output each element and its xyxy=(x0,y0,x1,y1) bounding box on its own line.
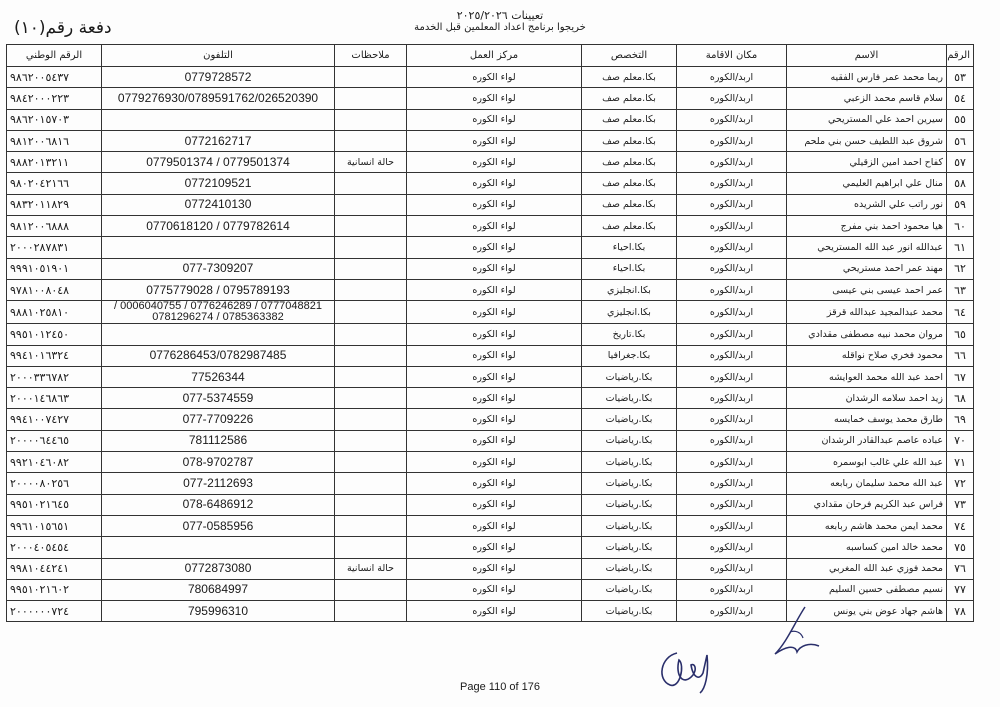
row-specialization: بكا.رياضيات xyxy=(582,473,677,494)
row-work-center: لواء الكوره xyxy=(407,173,582,194)
row-work-center: لواء الكوره xyxy=(407,345,582,366)
row-work-center: لواء الكوره xyxy=(407,324,582,345)
row-specialization: بكا.رياضيات xyxy=(582,388,677,409)
col-header-phone: التلفون xyxy=(102,45,335,67)
row-national-id: ٩٨٤٢٠٠٠٢٢٣ xyxy=(7,88,102,109)
table-row xyxy=(7,109,974,130)
row-residence: اربد/الكوره xyxy=(677,216,787,237)
row-name: محمود فخري صلاح نواقله xyxy=(787,345,947,366)
row-residence: اربد/الكوره xyxy=(677,579,787,600)
row-name: عبد الله محمد سليمان ربابعه xyxy=(787,473,947,494)
row-phone: 077-5374559 xyxy=(102,388,335,409)
row-number: ٦٥ xyxy=(947,324,974,345)
row-phone: 0772873080 xyxy=(102,558,335,579)
table-row xyxy=(7,88,974,109)
row-national-id: ٩٧٨١٠٠٨٠٤٨ xyxy=(7,279,102,300)
row-phone: 077-0585956 xyxy=(102,515,335,536)
row-number: ٦٦ xyxy=(947,345,974,366)
row-work-center: لواء الكوره xyxy=(407,452,582,473)
row-notes xyxy=(335,452,407,473)
table-row xyxy=(7,494,974,515)
row-work-center: لواء الكوره xyxy=(407,366,582,387)
row-name: ريما محمد عمر فارس الفقيه xyxy=(787,67,947,88)
row-phone xyxy=(102,537,335,558)
row-specialization: بكا.معلم صف xyxy=(582,173,677,194)
row-residence: اربد/الكوره xyxy=(677,67,787,88)
row-phone: 0779276930/0789591762/026520390 xyxy=(102,88,335,109)
row-notes: حالة انسانية xyxy=(335,558,407,579)
row-work-center: لواء الكوره xyxy=(407,152,582,173)
row-name: فراس عبد الكريم فرحان مقدادي xyxy=(787,494,947,515)
col-header-name: الاسم xyxy=(787,45,947,67)
document-subtitle: خريجوا برنامج اعداد المعلمين قبل الخدمة xyxy=(414,22,586,33)
row-number: ٥٨ xyxy=(947,173,974,194)
row-specialization: بكا.انجليزي xyxy=(582,279,677,300)
row-number: ٦٢ xyxy=(947,258,974,279)
row-work-center: لواء الكوره xyxy=(407,515,582,536)
row-name: نسيم مصطفى حسين السليم xyxy=(787,579,947,600)
row-national-id: ٩٩٥١٠٢١٦٠٢ xyxy=(7,579,102,600)
row-residence: اربد/الكوره xyxy=(677,430,787,451)
row-work-center: لواء الكوره xyxy=(407,473,582,494)
row-residence: اربد/الكوره xyxy=(677,109,787,130)
row-residence: اربد/الكوره xyxy=(677,366,787,387)
table-row xyxy=(7,601,974,622)
table-row xyxy=(7,67,974,88)
row-national-id: ٩٩٤١٠١٦٣٢٤ xyxy=(7,345,102,366)
row-notes xyxy=(335,515,407,536)
row-phone: 0779782614 / 0770618120 xyxy=(102,216,335,237)
row-name: سيرين احمد علي المستريحي xyxy=(787,109,947,130)
row-specialization: بكا.رياضيات xyxy=(582,430,677,451)
row-work-center: لواء الكوره xyxy=(407,88,582,109)
row-phone xyxy=(102,237,335,258)
row-national-id: ٢٠٠٠٢٨٧٨٣١ xyxy=(7,237,102,258)
row-notes xyxy=(335,109,407,130)
row-name: زيد احمد سلامه الرشدان xyxy=(787,388,947,409)
row-number: ٦١ xyxy=(947,237,974,258)
row-notes xyxy=(335,258,407,279)
row-national-id: ٩٩٥١٠١٢٤٥٠ xyxy=(7,324,102,345)
row-work-center: لواء الكوره xyxy=(407,537,582,558)
col-header-residence: مكان الاقامة xyxy=(677,45,787,67)
row-notes xyxy=(335,194,407,215)
row-phone xyxy=(102,109,335,130)
row-national-id: ٩٩٩١٠٥١٩٠١ xyxy=(7,258,102,279)
row-residence: اربد/الكوره xyxy=(677,494,787,515)
row-work-center: لواء الكوره xyxy=(407,601,582,622)
row-number: ٧٦ xyxy=(947,558,974,579)
row-residence: اربد/الكوره xyxy=(677,515,787,536)
row-phone: 0779728572 xyxy=(102,67,335,88)
row-residence: اربد/الكوره xyxy=(677,194,787,215)
row-number: ٧٥ xyxy=(947,537,974,558)
row-specialization: بكا.جغرافيا xyxy=(582,345,677,366)
row-number: ٦٨ xyxy=(947,388,974,409)
row-work-center: لواء الكوره xyxy=(407,237,582,258)
row-name: منال علي ابراهيم العليمي xyxy=(787,173,947,194)
row-phone: 077-7709226 xyxy=(102,409,335,430)
row-number: ٦٧ xyxy=(947,366,974,387)
row-work-center: لواء الكوره xyxy=(407,494,582,515)
row-number: ٧٧ xyxy=(947,579,974,600)
row-number: ٧٣ xyxy=(947,494,974,515)
row-notes xyxy=(335,130,407,151)
table-row xyxy=(7,579,974,600)
row-work-center: لواء الكوره xyxy=(407,430,582,451)
row-phone: 0772109521 xyxy=(102,173,335,194)
row-phone: 077-2112693 xyxy=(102,473,335,494)
row-notes xyxy=(335,88,407,109)
row-name: سلام قاسم محمد الزعبي xyxy=(787,88,947,109)
row-residence: اربد/الكوره xyxy=(677,473,787,494)
row-specialization: بكا.معلم صف xyxy=(582,67,677,88)
row-national-id: ٩٨١٢٠٠٦٨١٦ xyxy=(7,130,102,151)
row-name: احمد عبد الله محمد العوايشه xyxy=(787,366,947,387)
row-notes xyxy=(335,301,407,324)
row-phone: 077-7309207 xyxy=(102,258,335,279)
col-header-work-center: مركز العمل xyxy=(407,45,582,67)
row-national-id: ٩٨٠٢٠٤٢١٦٦ xyxy=(7,173,102,194)
table-row xyxy=(7,258,974,279)
row-name: عبد الله علي غالب ابوسمره xyxy=(787,452,947,473)
row-national-id: ٩٩٥١٠٢١٦٤٥ xyxy=(7,494,102,515)
row-name: نور راتب علي الشريده xyxy=(787,194,947,215)
row-name: عباده عاصم عبدالقادر الرشدان xyxy=(787,430,947,451)
row-specialization: بكا.رياضيات xyxy=(582,558,677,579)
row-number: ٥٣ xyxy=(947,67,974,88)
table-row xyxy=(7,473,974,494)
row-residence: اربد/الكوره xyxy=(677,537,787,558)
row-number: ٦٠ xyxy=(947,216,974,237)
table-row xyxy=(7,388,974,409)
row-work-center: لواء الكوره xyxy=(407,216,582,237)
row-work-center: لواء الكوره xyxy=(407,258,582,279)
row-residence: اربد/الكوره xyxy=(677,130,787,151)
row-number: ٦٣ xyxy=(947,279,974,300)
row-name: مروان محمد نبيه مصطفى مقدادي xyxy=(787,324,947,345)
row-name: محمد فوزي عبد الله المغربي xyxy=(787,558,947,579)
row-name: هاشم جهاد عوض بني يونس xyxy=(787,601,947,622)
row-national-id: ٩٩٢١٠٤٦٠٨٢ xyxy=(7,452,102,473)
row-notes xyxy=(335,494,407,515)
row-notes xyxy=(335,388,407,409)
row-specialization: بكا.رياضيات xyxy=(582,409,677,430)
row-national-id: ٩٨٨١٠٢٥٨١٠ xyxy=(7,301,102,324)
row-residence: اربد/الكوره xyxy=(677,409,787,430)
table-row xyxy=(7,130,974,151)
row-national-id: ٩٨٣٢٠١١٨٢٩ xyxy=(7,194,102,215)
row-national-id: ٩٩٦١٠١٥٦٥١ xyxy=(7,515,102,536)
col-header-number: الرقم xyxy=(947,45,974,67)
row-national-id: ٩٩٤١٠٠٧٤٢٧ xyxy=(7,409,102,430)
row-notes xyxy=(335,409,407,430)
table-row xyxy=(7,537,974,558)
row-work-center: لواء الكوره xyxy=(407,194,582,215)
row-specialization: بكا.معلم صف xyxy=(582,194,677,215)
row-number: ٥٦ xyxy=(947,130,974,151)
row-national-id: ٢٠٠٠٠٦٤٤٦٥ xyxy=(7,430,102,451)
row-work-center: لواء الكوره xyxy=(407,301,582,324)
row-name: هيا محمود احمد بني مفرج xyxy=(787,216,947,237)
row-notes xyxy=(335,579,407,600)
row-specialization: بكا.تاريخ xyxy=(582,324,677,345)
row-number: ٥٤ xyxy=(947,88,974,109)
row-notes xyxy=(335,366,407,387)
row-number: ٧٨ xyxy=(947,601,974,622)
table-body xyxy=(7,67,974,622)
row-notes xyxy=(335,430,407,451)
row-residence: اربد/الكوره xyxy=(677,388,787,409)
document-title: تعيينات ٢٠٢٥/٢٠٢٦ xyxy=(456,9,544,22)
row-residence: اربد/الكوره xyxy=(677,88,787,109)
row-specialization: بكا.رياضيات xyxy=(582,601,677,622)
row-specialization: بكا.رياضيات xyxy=(582,579,677,600)
row-name: محمد خالد امين كساسبه xyxy=(787,537,947,558)
row-number: ٧٤ xyxy=(947,515,974,536)
row-phone: 078-6486912 xyxy=(102,494,335,515)
row-residence: اربد/الكوره xyxy=(677,558,787,579)
row-residence: اربد/الكوره xyxy=(677,152,787,173)
row-phone: 781112586 xyxy=(102,430,335,451)
row-work-center: لواء الكوره xyxy=(407,130,582,151)
signature-mark xyxy=(765,602,825,662)
row-specialization: بكا.رياضيات xyxy=(582,537,677,558)
row-residence: اربد/الكوره xyxy=(677,324,787,345)
row-work-center: لواء الكوره xyxy=(407,409,582,430)
row-phone: 0772162717 xyxy=(102,130,335,151)
row-residence: اربد/الكوره xyxy=(677,345,787,366)
row-national-id: ٩٨٦٢٠٠٥٤٣٧ xyxy=(7,67,102,88)
table-header-row xyxy=(7,45,974,67)
row-name: عبدالله انور عبد الله المستريحي xyxy=(787,237,947,258)
row-notes xyxy=(335,279,407,300)
table-row xyxy=(7,515,974,536)
row-national-id: ٩٨٦٢٠١٥٧٠٣ xyxy=(7,109,102,130)
row-phone: 795996310 xyxy=(102,601,335,622)
row-number: ٦٩ xyxy=(947,409,974,430)
row-national-id: ٢٠٠٠٣٣٦٧٨٢ xyxy=(7,366,102,387)
row-name: شروق عبد اللطيف حسن بني ملحم xyxy=(787,130,947,151)
row-national-id: ٩٨٨٢٠١٣٢١١ xyxy=(7,152,102,173)
row-work-center: لواء الكوره xyxy=(407,109,582,130)
table-row xyxy=(7,430,974,451)
row-number: ٧٠ xyxy=(947,430,974,451)
row-specialization: بكا.معلم صف xyxy=(582,88,677,109)
row-national-id: ٩٨١٢٠٠٦٨٨٨ xyxy=(7,216,102,237)
row-specialization: بكا.معلم صف xyxy=(582,109,677,130)
row-residence: اربد/الكوره xyxy=(677,258,787,279)
row-notes xyxy=(335,601,407,622)
table-row xyxy=(7,152,974,173)
page-number: Page 110 of 176 xyxy=(460,681,540,693)
row-work-center: لواء الكوره xyxy=(407,579,582,600)
row-specialization: بكا.رياضيات xyxy=(582,515,677,536)
table-row xyxy=(7,324,974,345)
row-notes xyxy=(335,324,407,345)
row-residence: اربد/الكوره xyxy=(677,173,787,194)
row-specialization: بكا.معلم صف xyxy=(582,152,677,173)
row-national-id: ٩٩٨١٠٤٤٢٤١ xyxy=(7,558,102,579)
row-phone: 0795789193 / 0775779028 xyxy=(102,279,335,300)
row-residence: اربد/الكوره xyxy=(677,601,787,622)
row-name: مهند عمر احمد مستريحي xyxy=(787,258,947,279)
table-row xyxy=(7,216,974,237)
row-notes xyxy=(335,173,407,194)
row-phone xyxy=(102,324,335,345)
table-row xyxy=(7,409,974,430)
row-national-id: ٢٠٠٠٠٨٠٢٥٦ xyxy=(7,473,102,494)
row-work-center: لواء الكوره xyxy=(407,279,582,300)
row-specialization: بكا.احياء xyxy=(582,237,677,258)
row-number: ٧٢ xyxy=(947,473,974,494)
row-work-center: لواء الكوره xyxy=(407,67,582,88)
row-number: ٥٥ xyxy=(947,109,974,130)
row-notes xyxy=(335,537,407,558)
row-notes xyxy=(335,237,407,258)
row-residence: اربد/الكوره xyxy=(677,452,787,473)
table-row xyxy=(7,366,974,387)
row-name: عمر احمد عيسى بني عيسى xyxy=(787,279,947,300)
row-phone: 0776286453/0782987485 xyxy=(102,345,335,366)
row-work-center: لواء الكوره xyxy=(407,388,582,409)
table-row xyxy=(7,558,974,579)
col-header-specialization: التخصص xyxy=(582,45,677,67)
row-specialization: بكا.انجليزي xyxy=(582,301,677,324)
row-notes: حالة انسانية xyxy=(335,152,407,173)
row-notes xyxy=(335,216,407,237)
row-specialization: بكا.رياضيات xyxy=(582,494,677,515)
row-specialization: بكا.معلم صف xyxy=(582,216,677,237)
table-row xyxy=(7,237,974,258)
row-specialization: بكا.رياضيات xyxy=(582,452,677,473)
row-residence: اربد/الكوره xyxy=(677,237,787,258)
row-number: ٦٤ xyxy=(947,301,974,324)
table-row xyxy=(7,279,974,300)
table-row xyxy=(7,345,974,366)
row-national-id: ٢٠٠٠١٤٦٨٦٣ xyxy=(7,388,102,409)
row-specialization: بكا.معلم صف xyxy=(582,130,677,151)
col-header-national-id: الرقم الوطني xyxy=(7,45,102,67)
row-number: ٥٧ xyxy=(947,152,974,173)
row-national-id: ٢٠٠٠٠٠٠٧٢٤ xyxy=(7,601,102,622)
row-name: محمد ايمن محمد هاشم ربابعه xyxy=(787,515,947,536)
row-phone: 0772410130 xyxy=(102,194,335,215)
appointments-table xyxy=(6,44,974,622)
row-residence: اربد/الكوره xyxy=(677,279,787,300)
row-phone: 078-9702787 xyxy=(102,452,335,473)
table-row xyxy=(7,301,974,324)
row-number: ٥٩ xyxy=(947,194,974,215)
batch-number: دفعة رقم(١٠) xyxy=(14,18,112,38)
row-name: طارق محمد يوسف خمايسه xyxy=(787,409,947,430)
row-notes xyxy=(335,67,407,88)
row-notes xyxy=(335,345,407,366)
row-notes xyxy=(335,473,407,494)
row-number: ٧١ xyxy=(947,452,974,473)
row-national-id: ٢٠٠٠٤٠٥٤٥٤ xyxy=(7,537,102,558)
table-row xyxy=(7,452,974,473)
row-work-center: لواء الكوره xyxy=(407,558,582,579)
row-phone: 77526344 xyxy=(102,366,335,387)
row-specialization: بكا.رياضيات xyxy=(582,366,677,387)
table-row xyxy=(7,173,974,194)
table-row xyxy=(7,194,974,215)
row-name: محمد عبدالمجيد عبدالله قرقز xyxy=(787,301,947,324)
row-phone: 0777048821 / 0776246289 / 0006040755 / 0785363382 / 0781296274 xyxy=(102,301,335,324)
row-specialization: بكا.احياء xyxy=(582,258,677,279)
row-residence: اربد/الكوره xyxy=(677,301,787,324)
row-phone: 780684997 xyxy=(102,579,335,600)
col-header-notes: ملاحظات xyxy=(335,45,407,67)
row-phone: 0779501374 / 0779501374 xyxy=(102,152,335,173)
row-name: كفاح احمد امين الزقيلي xyxy=(787,152,947,173)
